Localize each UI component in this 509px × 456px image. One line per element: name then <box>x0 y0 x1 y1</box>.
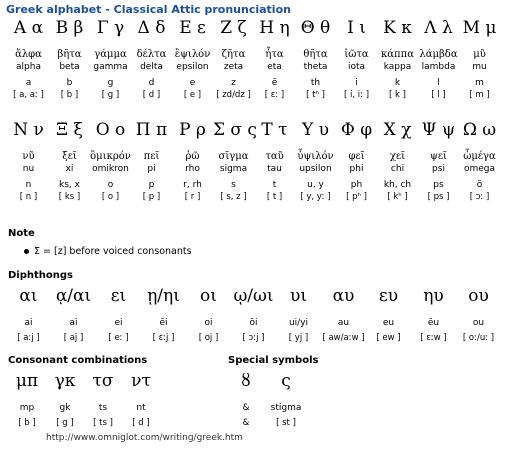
letter-cell <box>459 119 500 203</box>
greek-letter-name: ὂμικρόν <box>90 151 131 162</box>
ipa-value: [ y, yː ] <box>300 192 331 202</box>
letter-cell <box>213 119 257 203</box>
letter-cell <box>8 17 49 101</box>
ipa-value: [ pʰ ] <box>346 192 367 202</box>
ipa-value: [ ɛː ] <box>264 90 285 100</box>
greek-letter-name: ἦτα <box>265 49 284 60</box>
glyph: γκ <box>54 371 76 391</box>
letter-name: mu <box>472 62 487 72</box>
letter-cell <box>254 17 295 101</box>
greek-letter-name: κάππα <box>381 49 414 60</box>
greek-letter-name: χεῖ <box>389 151 406 162</box>
greek-letter-name: ὖψιλόν <box>297 151 334 162</box>
diphthong-cell <box>276 285 321 344</box>
ipa-value: [ k ] <box>389 90 406 100</box>
letter-cell <box>295 119 336 203</box>
greek-letter-name: σῖγμα <box>218 151 249 162</box>
greek-letter: Π π <box>135 120 168 140</box>
alphabet-row <box>8 17 500 101</box>
letter-name: zeta <box>223 62 244 72</box>
ipa-value: [ i, iː ] <box>343 90 370 100</box>
transliteration: g <box>107 78 114 88</box>
greek-letter: Ζ ζ <box>220 18 247 38</box>
transliteration: d <box>148 78 155 88</box>
letter-name: gamma <box>93 62 128 72</box>
ipa-value: [ ɔːj ] <box>242 333 265 343</box>
transliteration: ai <box>24 318 33 328</box>
greek-letter: Υ υ <box>302 120 329 140</box>
ipa-value: [ t ] <box>266 192 283 202</box>
letter-cell <box>377 17 418 101</box>
letter-name: omega <box>463 164 496 174</box>
greek-letter-name: λάμβδα <box>419 49 458 60</box>
greek-letter-name: ὦμέγα <box>463 151 496 162</box>
transliteration: stigma <box>270 403 302 413</box>
greek-letter: Ν ν <box>13 120 44 140</box>
transliteration: ei <box>114 318 123 328</box>
greek-letter-name: φεῖ <box>348 151 365 162</box>
diphthong-cell <box>96 285 141 344</box>
greek-letter: Α α <box>13 18 44 38</box>
letter-cell <box>172 119 213 203</box>
ipa-value: [ s, z ] <box>220 192 247 202</box>
letter-name: theta <box>303 62 328 72</box>
combination-cell <box>8 370 46 429</box>
diphthong-cell <box>141 285 186 344</box>
letter-cell <box>49 17 90 101</box>
note-heading: Note <box>8 228 35 239</box>
combination-cell <box>84 370 122 429</box>
ipa-value: [ g ] <box>56 418 74 428</box>
ipa-value: [ ts ] <box>93 418 113 428</box>
greek-letter-name: ἒψιλόν <box>174 49 211 60</box>
glyph: ηυ <box>423 286 444 306</box>
glyph: ῳ/ωι <box>233 286 274 306</box>
transliteration: z <box>231 78 236 88</box>
greek-letter: Φ φ <box>340 120 373 140</box>
greek-letter-name: πεῖ <box>143 151 160 162</box>
ipa-value: [ tʰ ] <box>306 90 325 100</box>
letter-name: phi <box>349 164 364 174</box>
letter-name: sigma <box>219 164 248 174</box>
transliteration: ē <box>271 78 278 88</box>
transliteration: th <box>310 78 321 88</box>
ipa-value: [ zd/dz ] <box>216 90 251 100</box>
special-symbols-grid <box>226 370 306 429</box>
letter-cell <box>254 119 295 203</box>
transliteration: kh, ch <box>383 180 412 190</box>
greek-letter: Χ χ <box>383 120 412 140</box>
ipa-value: [ ps ] <box>427 192 450 202</box>
greek-letter: Τ τ <box>261 120 288 140</box>
ipa-value: [ oj ] <box>198 333 219 343</box>
diphthong-cell <box>6 285 51 344</box>
ipa-value: [ aw/aːw ] <box>322 333 365 343</box>
diphthong-cell <box>186 285 231 344</box>
greek-letter-name: ταῦ <box>265 151 284 162</box>
ipa-value: [ aːj ] <box>17 333 40 343</box>
letter-name: rho <box>185 164 200 174</box>
transliteration: ui/yi <box>288 318 309 328</box>
ipa-value: [ e ] <box>183 90 202 100</box>
letter-cell <box>49 119 90 203</box>
transliteration: m <box>475 78 484 88</box>
ipa-value: [ ks ] <box>58 192 81 202</box>
combination-cell <box>122 370 160 429</box>
letter-cell <box>8 119 49 203</box>
transliteration: ō <box>476 180 483 190</box>
ipa-value: [ ɔː ] <box>469 192 490 202</box>
glyph: ου <box>468 286 489 306</box>
transliteration: mp <box>19 403 35 413</box>
transliteration: & <box>242 403 250 413</box>
transliteration: o <box>107 180 114 190</box>
ipa-value: [ n ] <box>19 192 38 202</box>
greek-letter: Δ δ <box>137 18 166 38</box>
letter-name: alpha <box>16 62 41 72</box>
letter-name: tau <box>267 164 282 174</box>
transliteration: t <box>272 180 277 190</box>
letter-cell <box>90 119 131 203</box>
ipa-value: [ ɛːj ] <box>152 333 175 343</box>
greek-letter-name: γάμμα <box>94 49 127 60</box>
greek-letter-name: ψεῖ <box>430 151 447 162</box>
greek-letter: Ψ ψ <box>421 120 456 140</box>
greek-letter-name: θῆτα <box>303 49 328 60</box>
note-text: Σ = [z] before voiced consonants <box>34 246 192 257</box>
transliteration: l <box>437 78 440 88</box>
transliteration: oi <box>204 318 213 328</box>
ipa-value: [ b ] <box>60 90 79 100</box>
letter-name: epsilon <box>176 62 209 72</box>
bullet-icon <box>24 249 29 254</box>
ipa-value: [ aj ] <box>63 333 84 343</box>
glyph: αυ <box>332 286 355 306</box>
glyph: ᾳ/αι <box>55 286 92 306</box>
ipa-value: & <box>242 418 250 428</box>
glyph: οι <box>200 286 217 306</box>
greek-letter: Η η <box>259 18 290 38</box>
transliteration: b <box>66 78 73 88</box>
greek-letter: Ρ ρ <box>179 120 206 140</box>
letter-name: chi <box>390 164 405 174</box>
letter-cell <box>336 17 377 101</box>
letter-name: nu <box>22 164 35 174</box>
greek-letter: Κ κ <box>383 18 412 38</box>
letter-name: psi <box>432 164 445 174</box>
letter-name: eta <box>267 62 282 72</box>
greek-letter-name: δέλτα <box>136 49 167 60</box>
transliteration: u, y <box>307 180 324 190</box>
glyph: ει <box>110 286 127 306</box>
glyph: ευ <box>378 286 399 306</box>
special-symbols-heading: Special symbols <box>228 355 319 366</box>
greek-letter: Μ μ <box>462 18 497 38</box>
letter-cell <box>131 17 172 101</box>
greek-letter-name: ἰῶτα <box>344 49 369 60</box>
greek-letter: Ω ω <box>462 120 497 140</box>
greek-letter: Ο ο <box>95 120 126 140</box>
letter-name: lambda <box>421 62 456 72</box>
consonant-combinations-grid <box>8 370 160 429</box>
greek-letter: Ι ι <box>347 18 366 38</box>
greek-letter: Γ γ <box>96 18 125 38</box>
source-link[interactable]: http://www.omniglot.com/writing/greek.htm <box>46 433 243 443</box>
letter-name: omikron <box>92 164 129 174</box>
transliteration: gk <box>59 403 71 413</box>
letter-cell <box>172 17 213 101</box>
diphthong-cell <box>51 285 96 344</box>
letter-cell <box>336 119 377 203</box>
transliteration: ōi <box>249 318 258 328</box>
transliteration: ou <box>472 318 485 328</box>
glyph: υι <box>290 286 307 306</box>
ipa-value: [ o ] <box>101 192 120 202</box>
transliteration: ēu <box>427 318 440 328</box>
ipa-value: [ g ] <box>101 90 120 100</box>
letter-cell <box>295 17 336 101</box>
transliteration: eu <box>382 318 395 328</box>
diphthong-cell <box>321 285 366 344</box>
greek-letter: Λ λ <box>424 18 453 38</box>
greek-letter-name: ζῆτα <box>221 49 246 60</box>
ipa-value: [ b ] <box>18 418 36 428</box>
greek-letter: Σ σ ς <box>213 120 257 140</box>
ipa-value: [ d ] <box>142 90 161 100</box>
greek-letter-name: ῥῶ <box>185 151 200 162</box>
letter-name: xi <box>65 164 74 174</box>
diphthong-cell <box>456 285 501 344</box>
letter-name: pi <box>147 164 156 174</box>
alphabet-row <box>8 119 500 203</box>
greek-letter: Ε ε <box>179 18 206 38</box>
transliteration: p <box>148 180 155 190</box>
letter-cell <box>131 119 172 203</box>
page-title: Greek alphabet - Classical Attic pronunciation <box>6 3 291 16</box>
transliteration: ēi <box>159 318 168 328</box>
glyph: ς <box>281 371 291 391</box>
symbol-cell <box>226 370 266 429</box>
greek-letter: Θ θ <box>300 18 331 38</box>
greek-letter-name: βῆτα <box>57 49 82 60</box>
letter-name: delta <box>140 62 163 72</box>
ipa-value: [ r ] <box>184 192 201 202</box>
ipa-value: [ ɛːw ] <box>420 333 447 343</box>
letter-cell <box>459 17 500 101</box>
letter-name: upsilon <box>299 164 332 174</box>
glyph: ντ <box>131 371 151 391</box>
letter-name: iota <box>347 62 366 72</box>
transliteration: ai <box>69 318 78 328</box>
consonant-combinations-heading: Consonant combinations <box>8 355 148 366</box>
ipa-value: [ l ] <box>431 90 446 100</box>
letter-name: beta <box>59 62 80 72</box>
letter-cell <box>418 119 459 203</box>
glyph: αι <box>19 286 38 306</box>
diphthong-cell <box>366 285 411 344</box>
ipa-value: [ p ] <box>142 192 161 202</box>
transliteration: s <box>231 180 236 190</box>
diphthong-cell <box>411 285 456 344</box>
transliteration: ps <box>433 180 444 190</box>
transliteration: k <box>394 78 401 88</box>
transliteration: au <box>337 318 350 328</box>
ipa-value: [ d ] <box>132 418 150 428</box>
greek-letter-name: ἄλφα <box>15 49 42 60</box>
letter-cell <box>90 17 131 101</box>
symbol-cell <box>266 370 306 429</box>
combination-cell <box>46 370 84 429</box>
greek-letter-name: νῦ <box>22 151 35 162</box>
transliteration: n <box>25 180 32 190</box>
letter-cell <box>377 119 418 203</box>
ipa-value: [ ew ] <box>376 333 401 343</box>
glyph: ῃ/ηι <box>147 286 180 306</box>
ipa-value: [ kʰ ] <box>387 192 408 202</box>
ipa-value: [ yj ] <box>288 333 309 343</box>
diphthongs-heading: Diphthongs <box>8 270 74 281</box>
transliteration: ph <box>350 180 363 190</box>
transliteration: a <box>25 78 32 88</box>
ipa-value: [ a, aː ] <box>13 90 44 100</box>
greek-letter: Β β <box>55 18 84 38</box>
greek-letter-name: ξεῖ <box>62 151 77 162</box>
transliteration: e <box>189 78 196 88</box>
diphthong-cell <box>231 285 276 344</box>
glyph: μπ <box>15 371 39 391</box>
transliteration: i <box>355 78 358 88</box>
ipa-value: [ m ] <box>469 90 490 100</box>
transliteration: nt <box>136 403 146 413</box>
letter-cell <box>213 17 254 101</box>
glyph: τσ <box>92 371 114 391</box>
letter-name: kappa <box>383 62 412 72</box>
letter-cell <box>418 17 459 101</box>
transliteration: r, rh <box>183 180 202 190</box>
ipa-value: [ eː ] <box>108 333 129 343</box>
greek-letter-name: μῦ <box>473 49 486 60</box>
ipa-value: [ st ] <box>276 418 296 428</box>
transliteration: ks, x <box>59 180 80 190</box>
transliteration: ts <box>98 403 108 413</box>
ipa-value: [ oː/uː ] <box>462 333 495 343</box>
diphthongs-grid <box>6 285 501 344</box>
glyph: ȣ <box>241 371 251 391</box>
greek-letter: Ξ ξ <box>56 120 83 140</box>
